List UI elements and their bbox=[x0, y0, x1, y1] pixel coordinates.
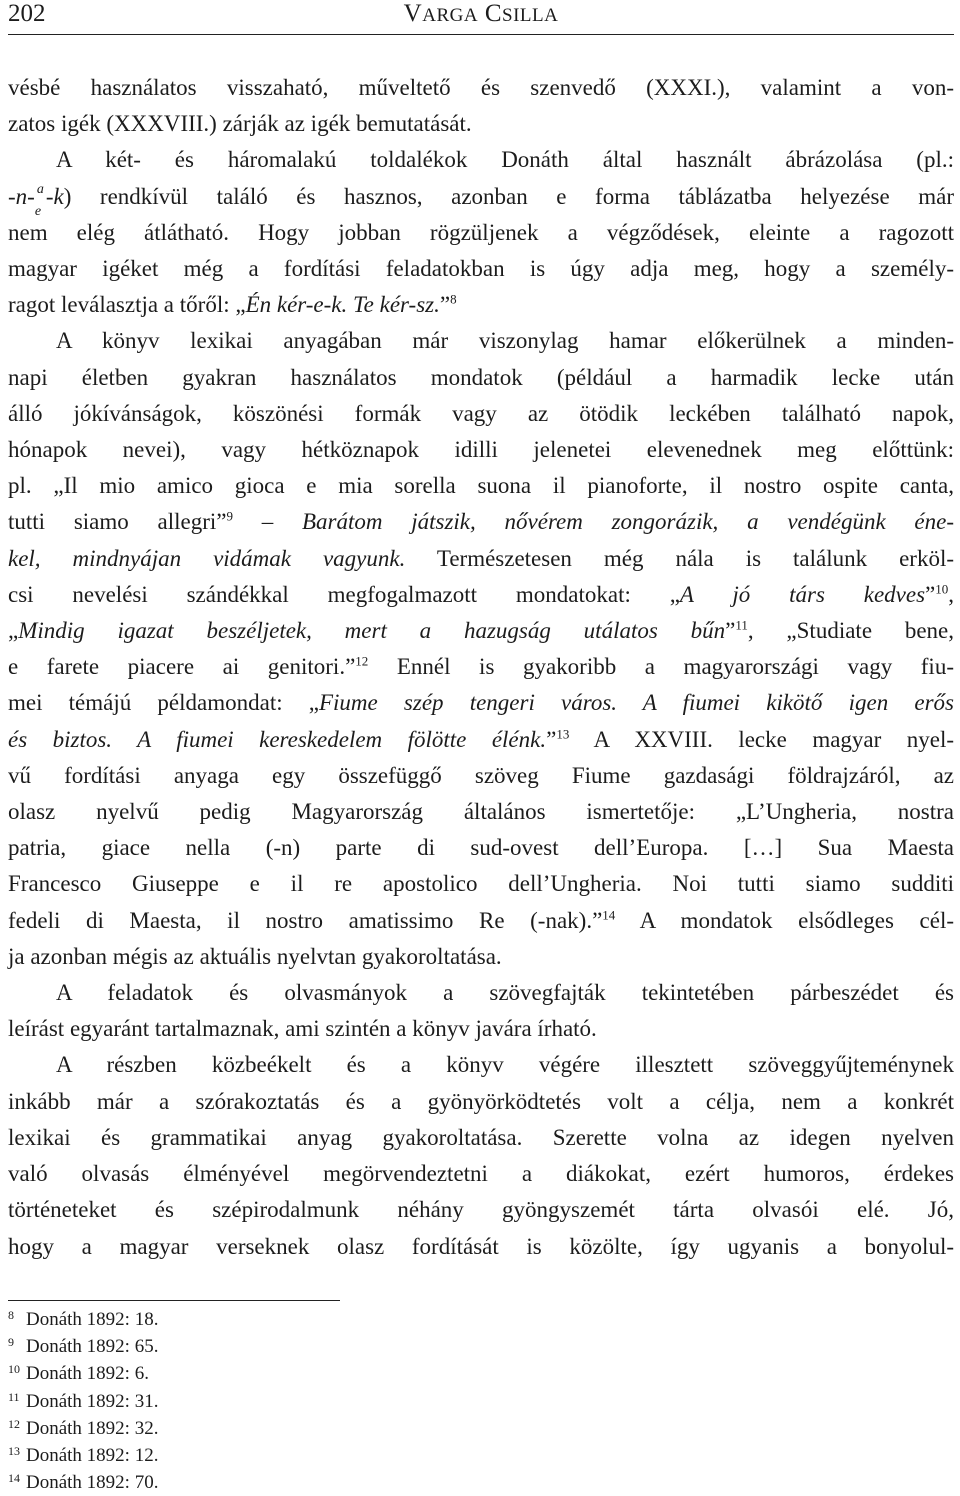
author-rest-1: ARGA bbox=[422, 5, 479, 26]
text-run: ” bbox=[546, 726, 557, 752]
text-line: patria, giace nella (-n) parte di sud-ovest dell’Europa. […] Sua Maesta bbox=[8, 835, 954, 861]
text-line: álló jókívánságok, köszönési formák vagy az ötödik leckében található napok, bbox=[8, 400, 954, 426]
footnote-8: 8 Donáth 1892: 18. bbox=[8, 1308, 159, 1330]
footnote-11: 11 Donáth 1892: 31. bbox=[8, 1389, 159, 1412]
footnote-ref-8: 8 bbox=[450, 291, 457, 307]
vowel-e: e bbox=[34, 203, 42, 219]
italic-example: Én kér-e-k. Te kér-sz. bbox=[245, 292, 440, 318]
text-line bbox=[8, 685, 954, 721]
italic-example: Fiume szép tengeri város. A fiumei kikötő igen erős bbox=[318, 690, 954, 716]
italic-example: és biztos. A fiumei kereskedelem fölötte élénk. bbox=[8, 726, 547, 752]
text-run: ragot leválasztja a tőről: „ bbox=[8, 292, 246, 318]
text-run: – bbox=[232, 509, 302, 535]
text-line: A részben közbeékelt és a könyv végére illesztett szöveggyűjteménynek bbox=[56, 1052, 954, 1078]
text-line: való olvasás élményével megörvendeztetni a diákokat, ezért humoros, érdekes bbox=[8, 1161, 954, 1187]
text-line bbox=[8, 504, 954, 540]
italic-translation: kel, mindnyájan vidámak vagyunk. bbox=[8, 545, 406, 571]
suffix-example-mid: -k bbox=[45, 183, 64, 209]
page-number: 202 bbox=[8, 0, 46, 27]
footnote-10: 10 Donáth 1892: 6. bbox=[8, 1362, 149, 1385]
text-run: csi nevelési szándékkal megfogalmazott mondatokat: „ bbox=[8, 581, 680, 607]
text-run: ” bbox=[925, 581, 936, 607]
footnote-ref-14: 14 bbox=[602, 907, 616, 923]
text-line: ja azonban mégis az aktuális nyelvtan gyakoroltatása. bbox=[8, 943, 502, 969]
footnote-text: Donáth 1892: 65. bbox=[26, 1336, 159, 1358]
text-line: pl. „Il mio amico gioca e mia sorella suona il pianoforte, il nostro ospite canta, bbox=[8, 473, 954, 499]
text-line bbox=[8, 287, 954, 323]
text-line bbox=[8, 722, 954, 758]
text-run: , „Studiate bene, bbox=[747, 618, 955, 644]
text-line: Francesco Giuseppe e il re apostolico dell’Ungheria. Noi tutti siamo sudditi bbox=[8, 871, 954, 897]
vowel-alternation bbox=[34, 181, 46, 219]
italic-example: Mindig igazat beszéljetek, mert a hazugság utálatos bűn bbox=[18, 618, 726, 644]
footnote-ref-10: 10 bbox=[935, 581, 949, 597]
footnote-text: Donáth 1892: 31. bbox=[26, 1390, 159, 1412]
text-run: ” bbox=[439, 292, 451, 318]
author-initial-2: C bbox=[484, 0, 502, 27]
footnote-12: 12 Donáth 1892: 32. bbox=[8, 1416, 159, 1439]
text-line: leírást egyaránt tartalmaznak, ami szintén a könyv javára írható. bbox=[8, 1016, 597, 1042]
text-line: vésbé használatos visszaható, műveltető és szenvedő (XXXI.), valamint a von- bbox=[8, 75, 954, 100]
text-run: A XXVIII. lecke magyar nyel- bbox=[569, 726, 954, 752]
text-run: fedeli di Maesta, il nostro amatissimo Re (-nak).” bbox=[8, 907, 603, 933]
footnote-text: Donáth 1892: 18. bbox=[26, 1309, 159, 1330]
footnote-separator bbox=[8, 1300, 340, 1301]
footnote-text: Donáth 1892: 32. bbox=[26, 1417, 159, 1439]
page-header bbox=[8, 0, 954, 35]
footnote-9: 9 Donáth 1892: 65. bbox=[8, 1335, 159, 1358]
footnote-ref-11: 11 bbox=[735, 617, 748, 633]
footnote-text: Donáth 1892: 12. bbox=[26, 1445, 159, 1467]
italic-example: A jó társ kedves bbox=[679, 581, 926, 607]
text-run: , bbox=[948, 581, 954, 607]
footnote-ref-9: 9 bbox=[226, 508, 233, 524]
text-line: A könyv lexikai anyagában már viszonylag hamar előkerülnek a minden- bbox=[56, 328, 954, 354]
text-run: ) rendkívül találó és hasznos, azonban e forma táblázatba helyezése már bbox=[63, 183, 954, 209]
footnote-14: 14 Donáth 1892: 70. bbox=[8, 1471, 159, 1494]
footnote-ref-13: 13 bbox=[556, 726, 570, 741]
vowel-a: a bbox=[36, 181, 44, 197]
author-initial-1: V bbox=[403, 0, 423, 27]
text-line: olasz nyelvű pedig Magyarország általános ismertetője: „L’Ungheria, nostra bbox=[8, 799, 954, 825]
text-line: zatos igék (XXXVIII.) zárják az igék bemutatását. bbox=[8, 111, 472, 137]
text-line: történeteket és szépirodalmunk néhány gyöngyszemét tárta olvasói elé. Jó, bbox=[8, 1197, 954, 1223]
text-line: vű fordítási anyaga egy összefüggő szöveg Fiume gazdasági földrajzáról, az bbox=[8, 762, 954, 788]
text-run: e farete piacere ai genitori.” bbox=[8, 654, 356, 680]
text-run: „ bbox=[8, 618, 19, 644]
running-head-author bbox=[8, 0, 954, 28]
text-line: A két- és háromalakú toldalékok Donáth által használt ábrázolása (pl.: bbox=[56, 147, 954, 173]
footnote-text: Donáth 1892: 70. bbox=[26, 1472, 159, 1494]
text-run: mei témájú példamondat: „ bbox=[8, 690, 319, 716]
text-line bbox=[8, 179, 954, 219]
footnote-13: 13 Donáth 1892: 12. bbox=[8, 1444, 159, 1467]
footnotes bbox=[8, 1306, 158, 1496]
text-line: napi életben gyakran használatos mondatok (például a harmadik lecke után bbox=[8, 364, 954, 390]
text-run: A mondatok elsődleges cél- bbox=[615, 907, 954, 933]
text-run: tutti siamo allegri” bbox=[8, 509, 227, 535]
body-text bbox=[8, 70, 954, 1265]
text-line: nem elég átlátható. Hogy jobban rögzüljenek a végződések, eleinte a ragozott bbox=[8, 219, 954, 245]
author-rest-2: SILLA bbox=[502, 5, 559, 26]
text-run: Ennél is gyakoribb a magyarországi vagy fiu- bbox=[368, 654, 954, 680]
text-line bbox=[8, 541, 954, 577]
text-line: A feladatok és olvasmányok a szövegfajták tekintetében párbeszédet és bbox=[56, 980, 954, 1006]
text-line bbox=[8, 577, 954, 613]
text-line bbox=[8, 903, 954, 939]
text-line bbox=[8, 649, 954, 685]
italic-translation: Barátom játszik, nővérem zongorázik, a vendégünk éne- bbox=[301, 509, 954, 535]
text-run: ” bbox=[725, 618, 736, 644]
text-line: lexikai és grammatikai anyag gyakoroltatása. Szerette volna az idegen nyelven bbox=[8, 1124, 954, 1150]
text-line: hónapok nevei), vagy hétköznapok idilli jelenetei elevenednek meg előttünk: bbox=[8, 437, 954, 463]
suffix-example-pre: -n- bbox=[8, 183, 35, 209]
text-line: hogy a magyar verseknek olasz fordítását is közölte, így ugyanis a bonyolul- bbox=[8, 1233, 954, 1259]
text-line: inkább már a szórakoztatás és a gyönyörködtetés volt a célja, nem a konkrét bbox=[8, 1088, 954, 1114]
text-run: Természetesen még nála is találunk erköl- bbox=[405, 545, 954, 571]
text-line: magyar igéket még a fordítási feladatokban is úgy adja meg, hogy a személy- bbox=[8, 256, 954, 282]
footnote-text: Donáth 1892: 6. bbox=[26, 1363, 149, 1385]
footnote-ref-12: 12 bbox=[355, 653, 369, 669]
text-line bbox=[8, 613, 954, 649]
